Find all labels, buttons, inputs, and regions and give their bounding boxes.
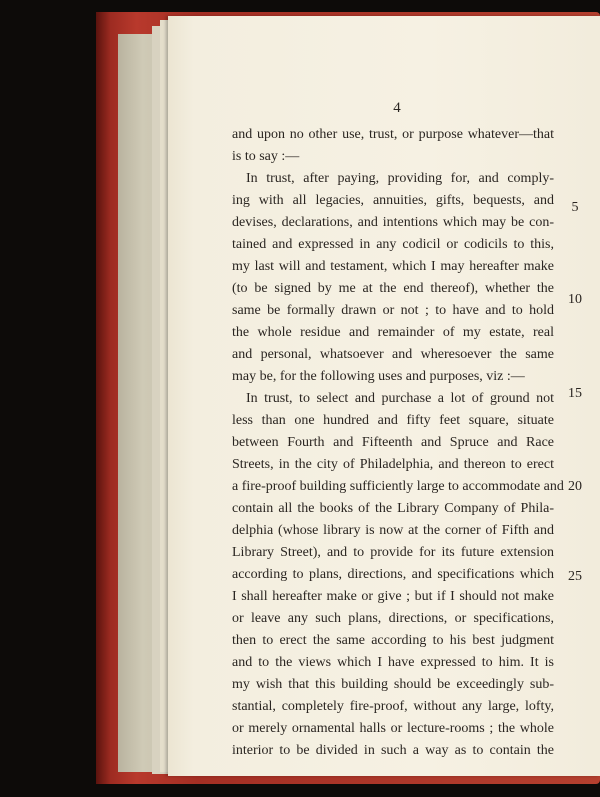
- text-line: In trust, after paying, providing for, and comply-: [246, 171, 554, 186]
- line-number: 5: [571, 200, 579, 215]
- text-line: my last will and testament, which I may hereafter make: [232, 259, 554, 274]
- line-number: 10: [568, 292, 582, 307]
- text-line: or leave any such plans, directions, or specifications,: [232, 611, 554, 626]
- cover-spine-edge: [96, 12, 110, 784]
- text-line: then to erect the same according to his best judgment: [232, 633, 554, 648]
- text-line: my wish that this building should be exceedingly sub-: [232, 677, 554, 692]
- text-line: Streets, in the city of Philadelphia, and thereon to erect: [232, 457, 554, 472]
- line-number: 20: [568, 479, 582, 494]
- text-line: tained and expressed in any codicil or codicils to this,: [232, 237, 554, 252]
- text-line: a fire-proof building sufficiently large to accommodate and: [232, 479, 564, 494]
- page-number: 4: [393, 100, 401, 116]
- text-line: the whole residue and remainder of my estate, real: [232, 325, 554, 340]
- body-text: [232, 124, 564, 762]
- text-line: and personal, whatsoever and wheresoever the same: [232, 347, 554, 362]
- text-line: or merely ornamental halls or lecture-rooms ; the whole: [232, 721, 554, 736]
- text-line: according to plans, directions, and specifications which: [232, 567, 554, 582]
- text-line: I shall hereafter make or give ; but if I should not make: [232, 589, 554, 604]
- line-number: 15: [568, 386, 582, 401]
- text-line: In trust, to select and purchase a lot of ground not: [246, 391, 554, 406]
- text-line: and to the views which I have expressed to him. It is: [232, 655, 554, 670]
- text-line: less than one hundred and fifty feet square, situate: [232, 413, 554, 428]
- text-line: (to be signed by me at the end thereof), whether the: [232, 281, 554, 296]
- text-line: may be, for the following uses and purposes, viz :—: [232, 369, 525, 384]
- line-number: 25: [568, 569, 582, 584]
- text-line: delphia (whose library is now at the corner of Fifth and: [232, 523, 554, 538]
- text-line: between Fourth and Fifteenth and Spruce and Race: [232, 435, 554, 450]
- text-line: is to say :—: [232, 149, 300, 164]
- text-line: ing with all legacies, annuities, gifts, bequests, and: [232, 193, 554, 208]
- text-line: contain all the books of the Library Company of Phila-: [232, 501, 554, 516]
- text-line: interior to be divided in such a way as to contain the: [232, 743, 554, 758]
- text-line: Library Street), and to provide for its future extension: [232, 545, 554, 560]
- text-line: and upon no other use, trust, or purpose whatever—that: [232, 127, 554, 142]
- text-line: same be formally drawn or not ; to have and to hold: [232, 303, 554, 318]
- text-line: devises, declarations, and intentions which may be con-: [232, 215, 554, 230]
- text-line: stantial, completely fire-proof, without any large, lofty,: [232, 699, 554, 714]
